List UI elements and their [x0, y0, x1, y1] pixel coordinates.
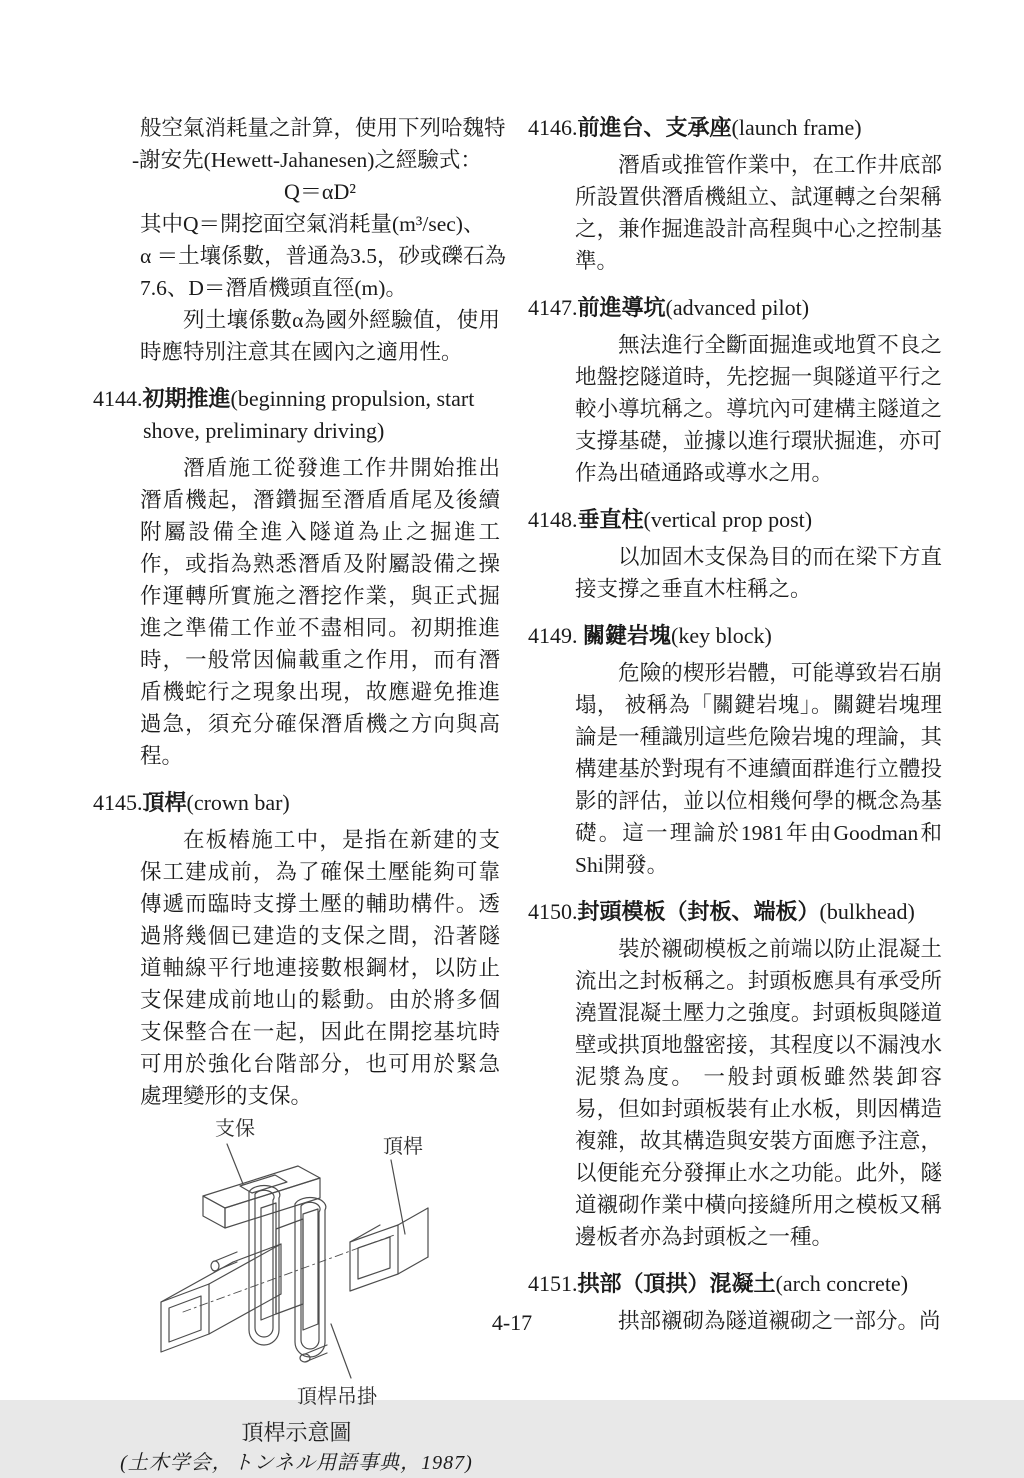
term-heading-4149	[528, 620, 942, 652]
term-heading-4145	[93, 787, 500, 819]
intro-note-paragraph: 列土壤係數α為國外經驗值，使用時應特別注意其在國內之適用性。	[140, 308, 500, 364]
crown-bar-figure	[145, 1118, 475, 1410]
term-definition: 拱部襯砌為隧道襯砌之一部分。尚	[618, 1309, 941, 1333]
term-english: (advanced pilot)	[665, 295, 810, 320]
term-definition: 無法進行全斷面掘進或地質不良之地盤挖隧道時，先挖掘一與隧道平行之較小導坑稱之。導坑內可建構主隧道之支撐基礎，並據以進行環狀掘進，亦可作為出碴通路或導水之用。	[575, 333, 942, 485]
entry-4144	[93, 383, 500, 772]
term-number: 4150.	[528, 899, 578, 924]
term-heading-4148	[528, 504, 942, 536]
formula-def-line-2: α ＝土壤係數，普通為3.5，砂或礫石為	[140, 244, 507, 268]
term-number: 4144.	[93, 386, 143, 411]
term-heading-4151	[528, 1268, 942, 1300]
term-name: 垂直柱	[577, 507, 644, 532]
entry-4147	[528, 292, 942, 489]
formula-def-line-1: 其中Q＝開挖面空氣消耗量(m³/sec)、	[140, 212, 485, 236]
entry-4145	[93, 787, 500, 1112]
figure-label-crown-bar: 頂桿	[383, 1136, 423, 1158]
term-number: 4145.	[93, 790, 143, 815]
crown-bar-diagram	[145, 1134, 445, 1394]
term-number: 4149.	[528, 623, 583, 648]
term-name: 前進台、支承座	[577, 115, 732, 140]
term-english: (launch frame)	[731, 115, 862, 140]
term-name: 頂桿	[142, 790, 187, 815]
entry-4150	[528, 896, 942, 1253]
term-number: 4146.	[528, 115, 578, 140]
term-heading-4144	[93, 383, 500, 447]
figure-label-hanger: 頂桿吊掛	[297, 1386, 377, 1408]
term-heading-4146	[528, 112, 942, 144]
empirical-formula: Q＝αD²	[284, 179, 356, 204]
term-english: (key block)	[671, 623, 772, 648]
term-number: 4148.	[528, 507, 578, 532]
term-name: 初期推進	[142, 386, 231, 411]
term-heading-4147	[528, 292, 942, 324]
term-definition: 潛盾或推管作業中，在工作井底部所設置供潛盾機組立、試運轉之台架稱之，兼作掘進設計高程與中心之控制基準。	[575, 153, 942, 273]
figure-label-support: 支保	[215, 1118, 255, 1140]
term-definition: 以加固木支保為目的而在梁下方直接支撐之垂直木柱稱之。	[575, 545, 942, 601]
term-number: 4147.	[528, 295, 578, 320]
term-name: 前進導坑	[577, 295, 666, 320]
intro-continuation	[93, 112, 507, 368]
term-english: (crown bar)	[186, 790, 290, 815]
term-english: (vertical prop post)	[643, 507, 813, 532]
formula-def-line-3: 7.6、D＝潛盾機頭直徑(m)。	[140, 276, 407, 300]
intro-line-1: 般空氣消耗量之計算，使用下列哈魏特	[140, 116, 506, 140]
term-heading-4150	[528, 896, 942, 928]
term-name: 封頭模板（封板、端板）	[577, 899, 820, 924]
left-column	[93, 112, 507, 1478]
term-definition: 危險的楔形岩體，可能導致岩石崩塌， 被稱為「關鍵岩塊」。關鍵岩塊理論是一種識別這些危險岩塊的理論，其構建基於對現有不連續面群進行立體投影的評估，並以位相幾何學的概念為基礎。這一理論於1981年由Goodman和Shi開發。	[575, 661, 942, 877]
term-english: (bulkhead)	[819, 899, 915, 924]
entry-4146	[528, 112, 942, 277]
term-english: (beginning propulsion, start shove, preliminary driving)	[143, 386, 475, 443]
entry-4148	[528, 504, 942, 605]
term-number: 4151.	[528, 1271, 578, 1296]
figure-caption: 頂桿示意圖	[241, 1420, 352, 1445]
intro-line-2: -謝安先(Hewett-Jahanesen)之經驗式：	[132, 148, 482, 172]
right-column	[528, 112, 942, 1337]
entry-4149	[528, 620, 942, 881]
term-definition: 潛盾施工從發進工作井開始推出潛盾機起，潛鑽掘至潛盾盾尾及後續附屬設備全進入隧道為止之掘進工作，或指為熟悉潛盾及附屬設備之操作運轉所實施之潛挖作業，與正式掘進之準備工作並不盡相同。初期推進時，一般常因偏載重之作用，而有潛盾機蛇行之現象出現，故應避免推進過急，須充分確保潛盾機之方向與高程。	[140, 456, 500, 768]
term-english: (arch concrete)	[775, 1271, 909, 1296]
term-name: 拱部（頂拱）混凝土	[577, 1271, 776, 1296]
term-definition: 在板樁施工中，是指在新建的支保工建成前，為了確保土壓能夠可靠傳遞而臨時支撐土壓的輔助構件。透過將幾個已建造的支保之間，沿著隧道軸線平行地連接數根鋼材，以防止支保建成前地山的鬆動。由於將多個支保整合在一起，因此在開挖基坑時可用於強化台階部分，也可用於緊急處理變形的支保。	[140, 828, 500, 1108]
term-name: 關鍵岩塊	[583, 623, 672, 648]
term-definition: 裝於襯砌模板之前端以防止混凝土流出之封板稱之。封頭板應具有承受所澆置混凝土壓力之強度。封頭板與隧道壁或拱頂地盤密接，其程度以不漏洩水泥漿為度。 一般封頭板雖然裝卸容易，但如封頭板裝有止水板，則因構造複雜，故其構造與安裝方面應予注意，以便能充分發揮止水之功能。此外，隧道襯砌作業中橫向接縫所用之模板又稱邊板者亦為封頭板之一種。	[575, 937, 942, 1249]
figure-source: (土木学会，トンネル用語事典，1987)	[120, 1452, 473, 1474]
page-number: 4-17	[491, 1310, 533, 1335]
